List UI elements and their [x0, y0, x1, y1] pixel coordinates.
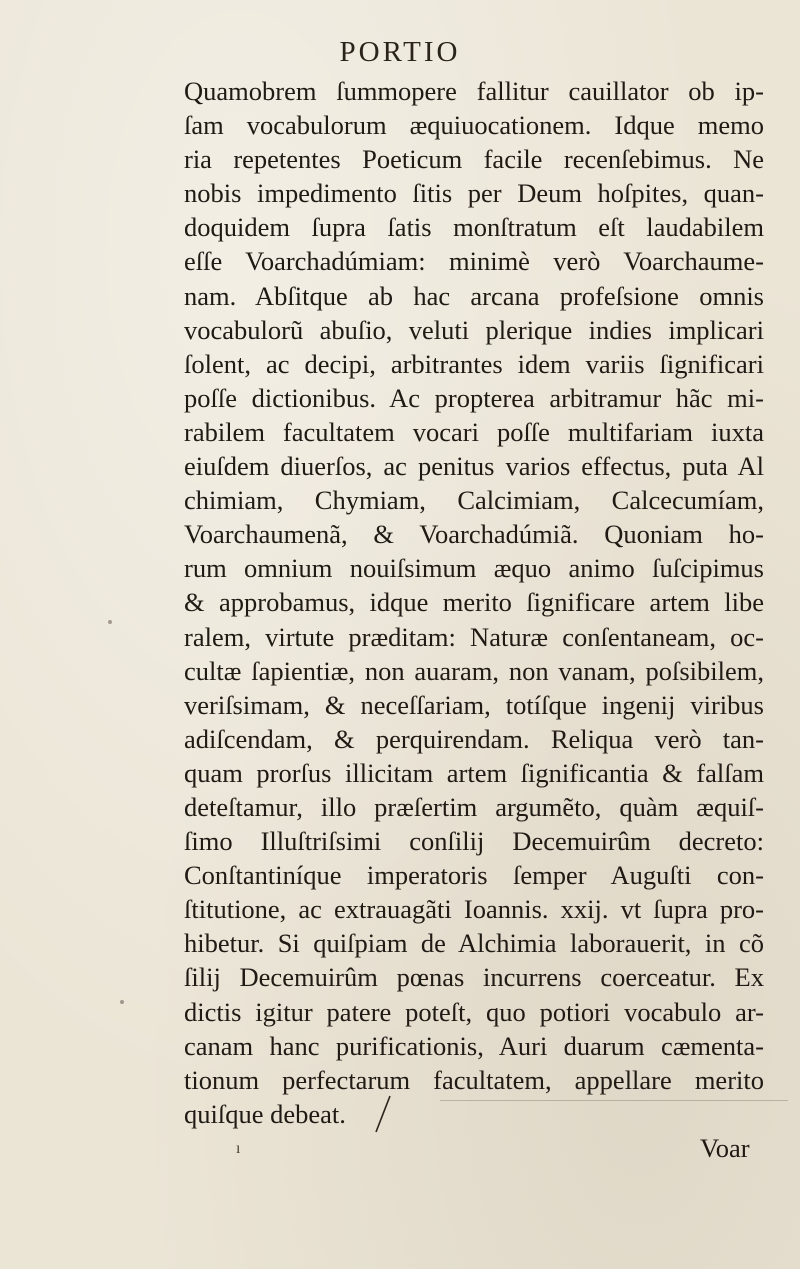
running-head: PORTIO	[339, 36, 461, 68]
pen-stroke-mark	[372, 1094, 394, 1134]
text-line: Conſtantiníque imperatoris ſemper Auguſti con-	[184, 860, 764, 891]
text-line-final: quiſque debeat.	[184, 1098, 346, 1129]
text-line: chimiam, Chymiam, Calcimiam, Calcecumíam,	[184, 485, 764, 516]
text-line: ſolent, ac decipi, arbitrantes idem variis ſignificari	[184, 348, 764, 379]
text-line: Quamobrem ſummopere fallitur cauillator ob ip-	[184, 76, 764, 106]
margin-speck	[108, 620, 112, 624]
text-line: nobis impedimento ſitis per Deum hoſpites, quan-	[184, 178, 764, 209]
text-line: ſam vocabulorum æquiuocationem. Idque memo	[184, 110, 764, 141]
text-line: cultæ ſapientiæ, non auaram, non vanam, poſsibilem,	[184, 655, 764, 686]
text-line: adiſcendam, & perquirendam. Reliqua verò tan-	[184, 723, 764, 754]
text-line: eſſe Voarchadúmiam: minimè verò Voarchaume-	[184, 246, 764, 277]
text-line: hibetur. Si quiſpiam de Alchimia laborauerit, in cõ	[184, 928, 764, 959]
text-line: Voarchaumenã, & Voarchadúmiã. Quoniam ho-	[184, 519, 764, 550]
text-line: & approbamus, idque merito ſignificare artem libe	[184, 587, 764, 618]
pen-rule-line	[440, 1100, 788, 1101]
text-line: veriſsimam, & neceſſariam, totíſque ingenij viribus	[184, 689, 764, 720]
text-line: eiuſdem diuerſos, ac penitus varios effectus, puta Al	[184, 451, 764, 482]
text-line: tionum perfectarum facultatem, appellare merito	[184, 1064, 764, 1095]
text-line: doquidem ſupra ſatis monſtratum eſt laudabilem	[184, 212, 764, 243]
text-line: quam prorſus illicitam artem ſignificantia & falſam	[184, 757, 764, 788]
text-line: canam hanc purificationis, Auri duarum cæmenta-	[184, 1030, 764, 1061]
text-line: nam. Abſitque ab hac arcana profeſsione omnis	[184, 280, 764, 311]
text-line: poſſe dictionibus. Ac propterea arbitramur hãc mi-	[184, 382, 764, 413]
text-line: ſtitutione, ac extrauagãti Ioannis. xxij. vt ſupra pro-	[184, 894, 764, 925]
body-text	[184, 74, 764, 1131]
text-line: vocabulorũ abuſio, veluti plerique indies implicari	[184, 314, 764, 345]
text-line: rum omnium nouiſsimum æquo animo ſuſcipimus	[184, 553, 764, 584]
margin-speck	[120, 1000, 124, 1004]
signature-mark: ı	[236, 1140, 241, 1157]
text-line: ſimo Illuſtriſsimi conſilij Decemuirûm decreto:	[184, 826, 764, 857]
text-line: ralem, virtute præditam: Naturæ conſentaneam, oc-	[184, 621, 764, 652]
text-line: rabilem facultatem vocari poſſe multifariam iuxta	[184, 416, 764, 447]
catchword: Voar	[700, 1133, 750, 1163]
text-line: ſilij Decemuirûm pœnas incurrens coerceatur. Ex	[184, 962, 764, 993]
text-line: ria repetentes Poeticum facile recenſebimus. Ne	[184, 144, 764, 175]
text-line: deteſtamur, illo præſertim argumẽto, quàm æquiſ-	[184, 791, 764, 822]
text-line: dictis igitur patere poteſt, quo potiori vocabulo ar-	[184, 996, 764, 1027]
